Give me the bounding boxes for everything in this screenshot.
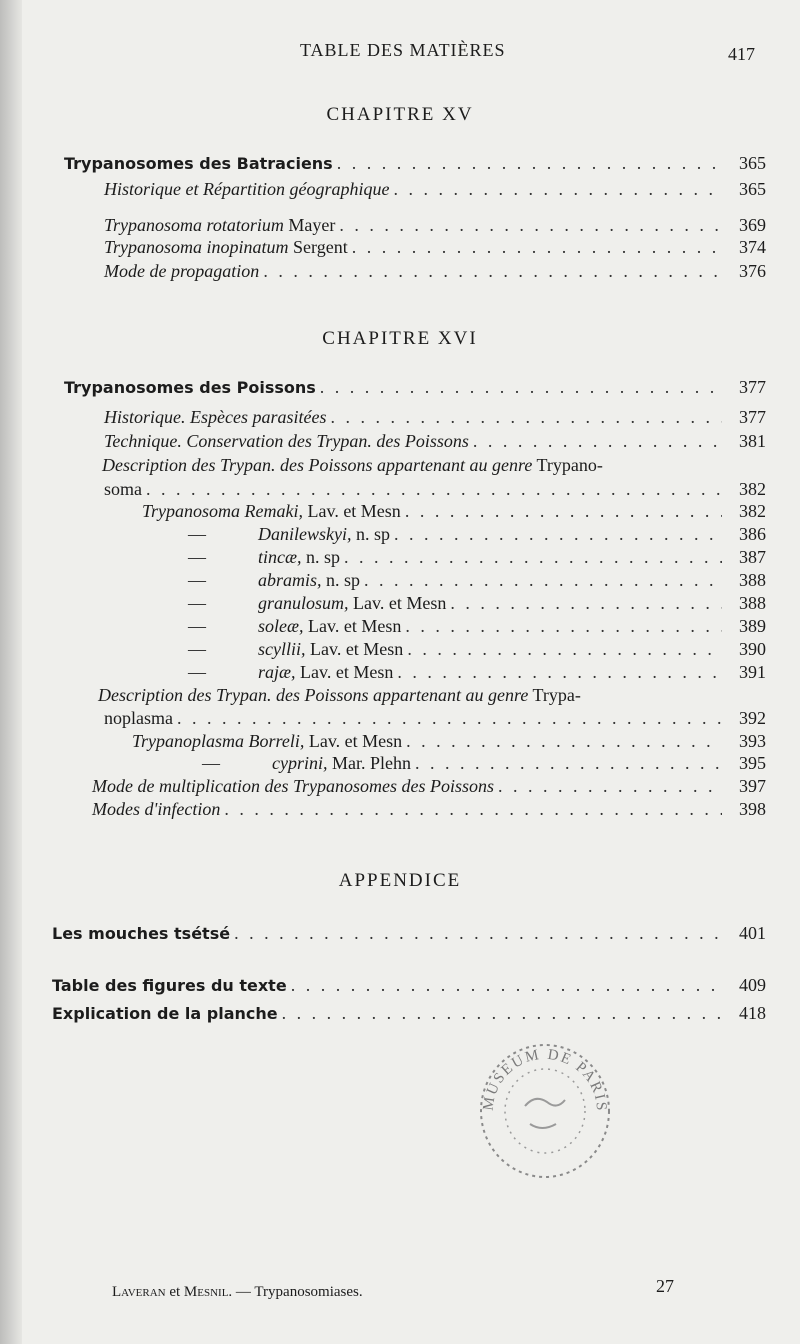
author: n. sp <box>351 524 390 544</box>
entry-title: Historique et Répartition géographique <box>104 179 390 199</box>
entry-page: 382 <box>739 501 766 521</box>
species-name: rajæ, <box>258 662 296 682</box>
signature-mark: 27 <box>656 1276 674 1296</box>
author-name: Mesnil <box>183 1284 229 1300</box>
dot-leader <box>282 1002 722 1024</box>
species-name: Danilewskyi, <box>258 524 352 544</box>
entry-page: 377 <box>739 377 766 397</box>
dot-leader <box>405 615 722 637</box>
dot-leader <box>364 569 722 591</box>
ditto-dash: — <box>202 753 220 773</box>
species-name: tincæ, <box>258 547 302 567</box>
toc-entry[interactable] <box>188 523 766 545</box>
chapter-heading: CHAPITRE XV <box>326 104 474 125</box>
dot-leader <box>406 730 722 752</box>
species-name: soleæ, <box>258 616 304 636</box>
author: n. sp <box>301 547 341 567</box>
toc-entry[interactable] <box>104 236 766 258</box>
dot-leader <box>394 523 722 545</box>
entry-page: 389 <box>739 616 766 636</box>
author-name: Laveran <box>112 1284 166 1300</box>
author: Lav. et Mesn <box>305 639 404 659</box>
toc-entry[interactable] <box>52 974 766 997</box>
running-header: TABLE DES MATIÈRES <box>300 40 506 60</box>
entry-page: 390 <box>739 639 766 659</box>
library-stamp <box>470 1036 620 1186</box>
species-name: Trypanosoma inopinatum <box>104 237 289 257</box>
species-name: scyllii, <box>258 639 306 659</box>
toc-entry[interactable] <box>64 376 766 399</box>
genus-name: Trypa- <box>528 685 581 705</box>
entry-page: 409 <box>739 975 766 995</box>
entry-page: 388 <box>739 593 766 613</box>
dot-leader <box>291 974 722 996</box>
entry-page: 386 <box>739 524 766 544</box>
dot-leader <box>415 752 722 774</box>
dot-leader <box>320 376 722 398</box>
ditto-dash: — <box>188 662 206 682</box>
toc-entry[interactable] <box>92 798 766 820</box>
entry-page: 418 <box>739 1003 766 1023</box>
toc-entry[interactable] <box>188 615 766 637</box>
toc-entry[interactable] <box>104 707 766 729</box>
entry-title: Mode de multiplication des Trypanosomes des Poissons <box>92 776 494 796</box>
toc-entry[interactable] <box>188 592 766 614</box>
entry-title: Trypanosomes des Batraciens <box>64 154 333 173</box>
dot-leader <box>224 798 722 820</box>
author: Lav. et Mesn <box>303 501 401 521</box>
species-name: cyprini, <box>272 753 328 773</box>
entry-page: 376 <box>739 261 766 281</box>
entry-title: Description des Trypan. des Poissons appartenant au genre <box>102 455 533 475</box>
toc-entry[interactable] <box>104 214 766 236</box>
toc-entry[interactable] <box>92 775 766 797</box>
entry-title: Description des Trypan. des Poissons appartenant au genre <box>98 685 529 705</box>
dot-leader <box>352 236 722 258</box>
dot-leader <box>473 430 722 452</box>
ditto-dash: — <box>188 639 206 659</box>
entry-title: Technique. Conservation des Trypan. des Poissons <box>104 431 469 451</box>
entry-page: 388 <box>739 570 766 590</box>
genus-name: Trypano- <box>532 455 603 475</box>
toc-entry-line1 <box>98 684 581 706</box>
toc-entry[interactable] <box>188 638 766 660</box>
entry-page: 381 <box>739 431 766 451</box>
page-number: 417 <box>728 44 755 64</box>
author: Sergent <box>288 237 348 257</box>
toc-entry[interactable] <box>188 661 766 683</box>
entry-page: 391 <box>739 662 766 682</box>
author: Lav. et Mesn <box>348 593 447 613</box>
ditto-dash: — <box>188 616 206 636</box>
dot-leader <box>337 152 722 174</box>
toc-entry[interactable] <box>104 178 766 200</box>
dot-leader <box>393 178 722 200</box>
toc-entry[interactable] <box>104 478 766 500</box>
dot-leader <box>498 775 722 797</box>
conjunction: et <box>165 1284 184 1300</box>
author: Lav. et Mesn <box>304 731 403 751</box>
stamp-text: MUSEUM DE PARIS <box>480 1046 610 1113</box>
entry-title: Table des figures du texte <box>52 976 287 995</box>
entry-page: 377 <box>739 407 766 427</box>
toc-entry[interactable] <box>64 152 766 175</box>
toc-entry[interactable] <box>142 500 766 522</box>
dot-leader <box>344 546 722 568</box>
svg-text:MUSEUM DE PARIS <box>481 1047 610 1113</box>
toc-entry[interactable] <box>202 752 766 774</box>
book-title: . — Trypanosomiases. <box>228 1284 363 1300</box>
dot-leader <box>397 661 722 683</box>
entry-title: Trypanosomes des Poissons <box>64 378 316 397</box>
ditto-dash: — <box>188 570 206 590</box>
entry-page: 369 <box>739 215 766 235</box>
species-name: granulosum, <box>258 593 349 613</box>
appendix-heading: APPENDICE <box>338 870 462 891</box>
toc-entry[interactable] <box>104 260 766 282</box>
entry-title: Explication de la planche <box>52 1004 278 1023</box>
species-name: Remaki, <box>240 501 303 521</box>
entry-title: Modes d'infection <box>92 799 221 819</box>
entry-title: Historique. Espèces parasitées <box>104 407 327 427</box>
entry-title: noplasma <box>104 708 173 728</box>
dot-leader <box>263 260 722 282</box>
dot-leader <box>405 500 722 522</box>
entry-page: 382 <box>739 479 766 499</box>
entry-page: 398 <box>739 799 766 819</box>
footer-imprint <box>112 1284 363 1301</box>
toc-entry-line1 <box>102 454 603 476</box>
species-name: Trypanosoma rotatorium <box>104 215 284 235</box>
toc-entry[interactable] <box>132 730 766 752</box>
chapter-heading: CHAPITRE XVI <box>322 328 478 349</box>
author: Mayer <box>283 215 336 235</box>
dot-leader <box>177 707 722 729</box>
entry-page: 393 <box>739 731 766 751</box>
species-name: Trypanoplasma Borreli, <box>132 731 305 751</box>
author: Lav. et Mesn <box>303 616 402 636</box>
dot-leader <box>407 638 722 660</box>
entry-page: 387 <box>739 547 766 567</box>
entry-page: 392 <box>739 708 766 728</box>
dot-leader <box>234 922 722 944</box>
entry-page: 365 <box>739 153 766 173</box>
toc-entry[interactable] <box>104 430 766 452</box>
toc-entry[interactable] <box>188 546 766 568</box>
dot-leader <box>339 214 722 236</box>
entry-page: 374 <box>739 237 766 257</box>
toc-entry[interactable] <box>52 1002 766 1025</box>
page-gutter-shadow <box>0 0 22 1344</box>
author: n. sp <box>321 570 361 590</box>
ditto-dash: — <box>188 547 206 567</box>
entry-title: Mode de propagation <box>104 261 260 281</box>
dot-leader <box>330 406 722 428</box>
entry-page: 395 <box>739 753 766 773</box>
toc-entry[interactable] <box>104 406 766 428</box>
toc-entry[interactable] <box>52 922 766 945</box>
entry-page: 401 <box>739 923 766 943</box>
author: Lav. et Mesn <box>295 662 394 682</box>
author: Mar. Plehn <box>327 753 411 773</box>
entry-page: 365 <box>739 179 766 199</box>
entry-title: soma <box>104 479 142 499</box>
entry-title: Les mouches tsétsé <box>52 924 231 943</box>
species-name: abramis, <box>258 570 322 590</box>
ditto-dash: — <box>188 524 206 544</box>
toc-entry[interactable] <box>188 569 766 591</box>
genus-name: Trypanosoma <box>142 501 241 521</box>
ditto-dash: — <box>188 593 206 613</box>
entry-page: 397 <box>739 776 766 796</box>
dot-leader <box>146 478 722 500</box>
dot-leader <box>450 592 722 614</box>
